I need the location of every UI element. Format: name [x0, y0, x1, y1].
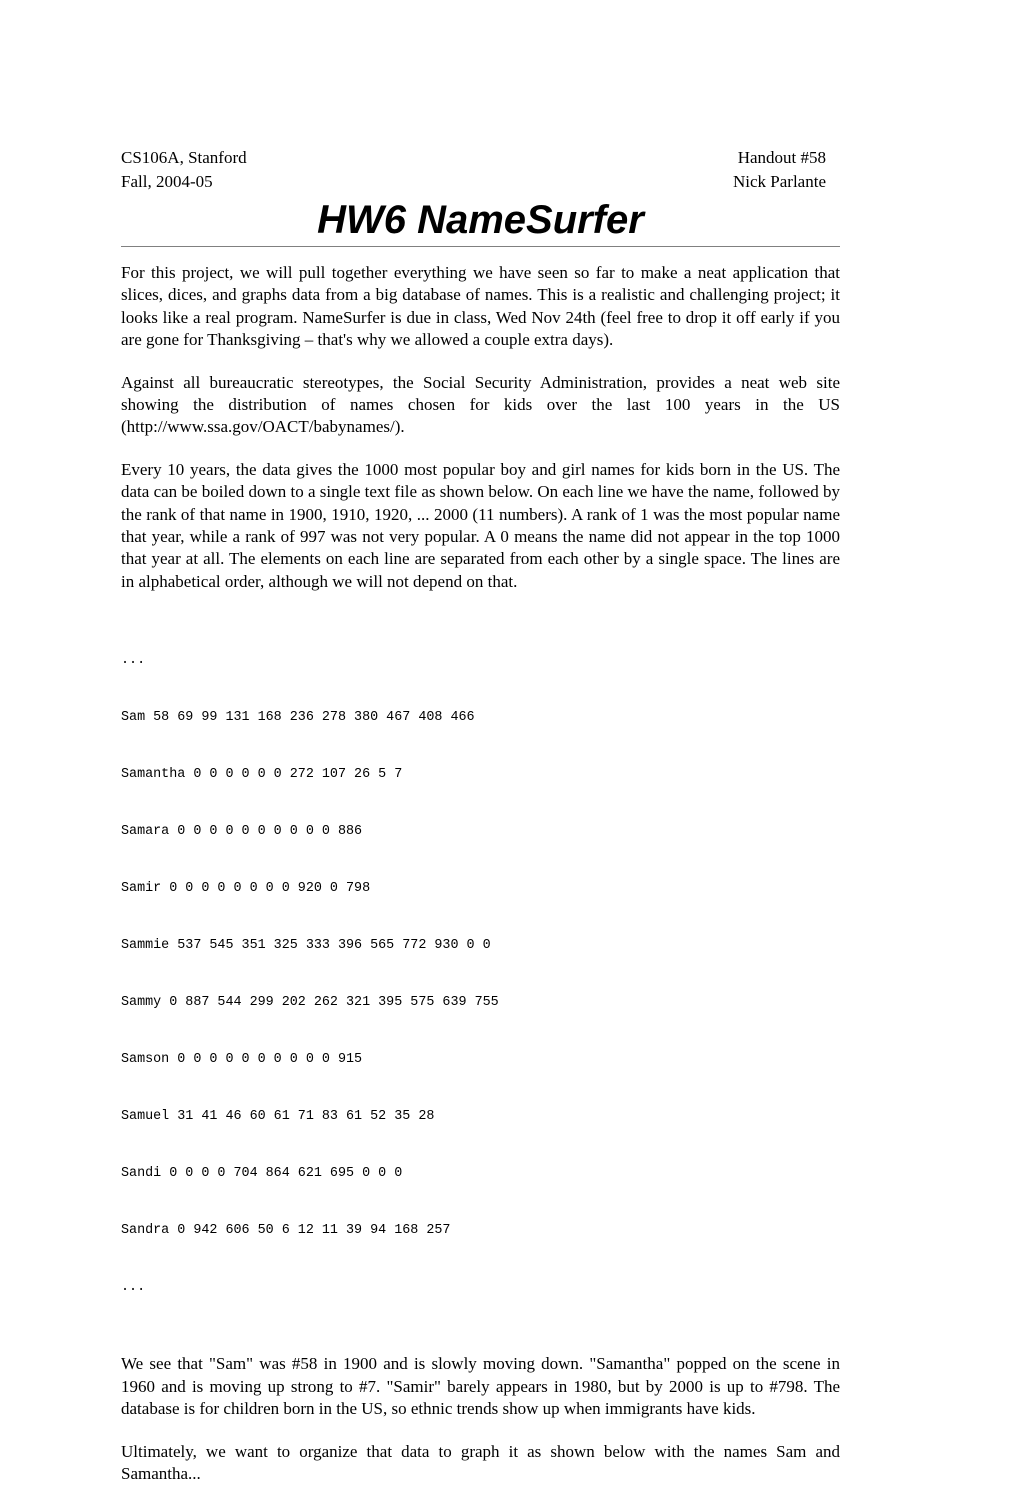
intro-paragraph: For this project, we will pull together everything we have seen so far to make a neat application that slices, dices, and graphs data from a big database of names. This is a realistic and challenging project; it looks like a real program. NameSurfer is due in class, Wed Nov 24th (feel free to drop it off early if you are gone for Thanksgiving – that's why we allowed a couple extra days). — [121, 262, 840, 352]
page-title: HW6 NameSurfer — [121, 196, 840, 247]
code-line: Samuel 31 41 46 60 61 71 83 61 52 35 28 — [121, 1107, 840, 1126]
ultimately-paragraph: Ultimately, we want to organize that data to graph it as shown below with the names Sam and Samantha... — [121, 1441, 840, 1485]
code-line: Sam 58 69 99 131 168 236 278 380 467 408 466 — [121, 708, 840, 727]
document-page — [121, 146, 840, 1485]
observations-paragraph: We see that "Sam" was #58 in 1900 and is slowly moving down. "Samantha" popped on the scene in 1960 and is moving up strong to #7. "Samir" barely appears in 1980, but by 2000 is up to #798. The database is for children born in the US, so ethnic trends show up when immigrants have kids. — [121, 1353, 840, 1420]
header-row-1 — [121, 146, 840, 170]
code-line: Samson 0 0 0 0 0 0 0 0 0 0 915 — [121, 1050, 840, 1069]
code-line: ... — [121, 1278, 840, 1297]
code-line: ... — [121, 651, 840, 670]
ssa-paragraph: Against all bureaucratic stereotypes, the Social Security Administration, provides a neat web site showing the distribution of names chosen for kids over the last 100 years in the US (http://www.ssa.gov/OACT/babynames/). — [121, 372, 840, 439]
code-line: Sandra 0 942 606 50 6 12 11 39 94 168 257 — [121, 1221, 840, 1240]
code-line: Sammy 0 887 544 299 202 262 321 395 575 639 755 — [121, 993, 840, 1012]
data-format-paragraph: Every 10 years, the data gives the 1000 most popular boy and girl names for kids born in the US. The data can be boiled down to a single text file as shown below. On each line we have the name, followed by the rank of that name in 1900, 1910, 1920, ... 2000 (11 numbers). A rank of 1 was the most popular name that year, while a rank of 997 was not very popular. A 0 means the name did not appear in the top 1000 that year at all. The elements on each line are separated from each other by a single space. The lines are in alphabetical order, although we will not depend on that. — [121, 459, 840, 593]
code-line: Sandi 0 0 0 0 704 864 621 695 0 0 0 — [121, 1164, 840, 1183]
code-line: Sammie 537 545 351 325 333 396 565 772 930 0 0 — [121, 936, 840, 955]
code-line: Samir 0 0 0 0 0 0 0 0 920 0 798 — [121, 879, 840, 898]
code-sample — [121, 613, 840, 1335]
course-label: CS106A, Stanford — [121, 146, 247, 170]
term-label: Fall, 2004-05 — [121, 170, 213, 194]
code-line: Samara 0 0 0 0 0 0 0 0 0 0 886 — [121, 822, 840, 841]
header-row-2 — [121, 170, 840, 194]
code-line: Samantha 0 0 0 0 0 0 272 107 26 5 7 — [121, 765, 840, 784]
author-name: Nick Parlante — [733, 170, 840, 194]
handout-number: Handout #58 — [738, 146, 840, 170]
